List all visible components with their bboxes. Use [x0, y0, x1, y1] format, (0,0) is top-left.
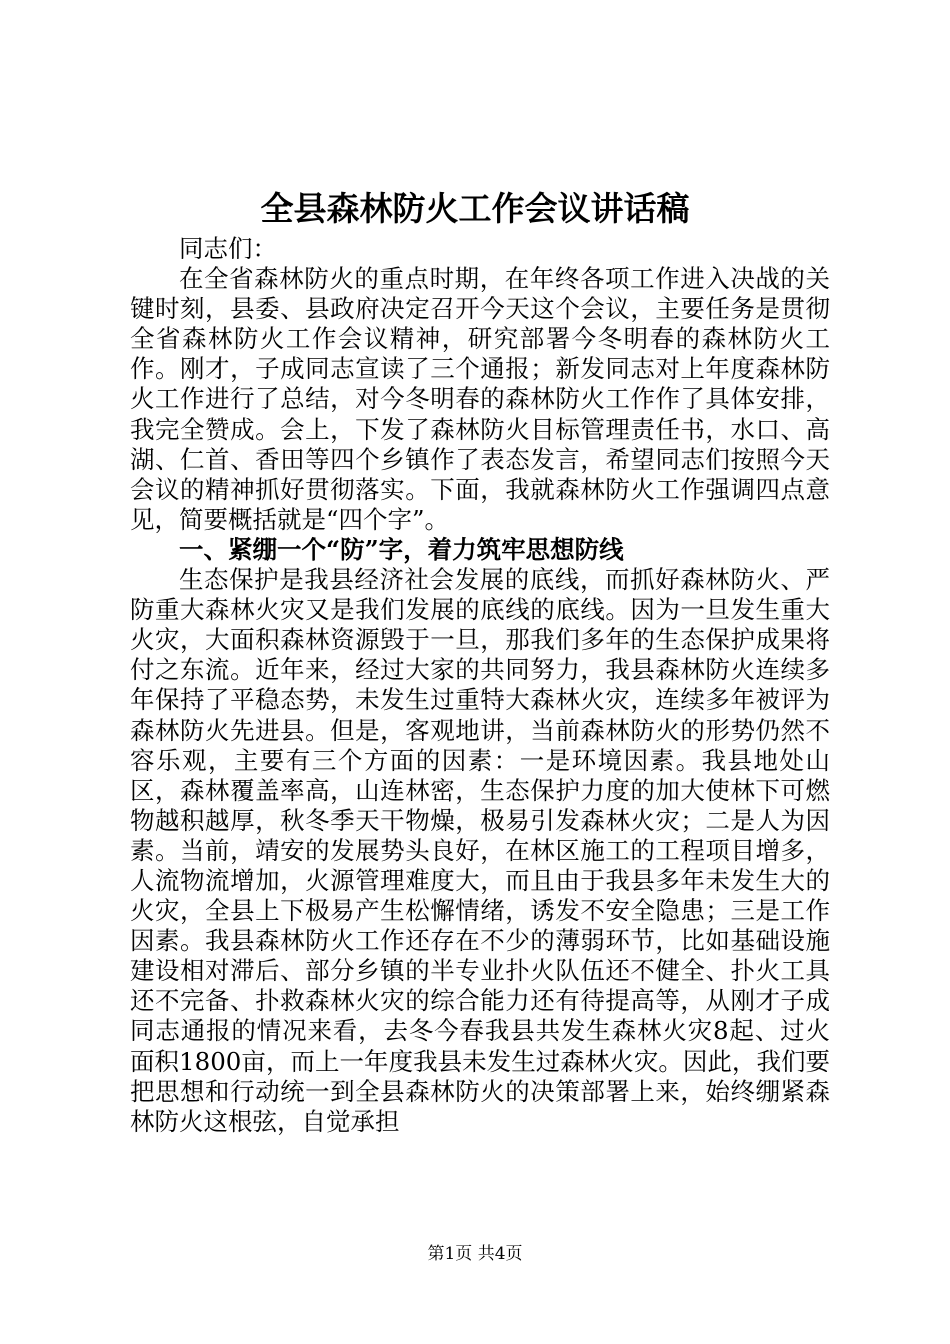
intro-paragraph: 在全省森林防火的重点时期，在年终各项工作进入决战的关键时刻，县委、县政府决定召开今天这个会议，主要任务是贯彻全省森林防火工作会议精神，研究部署今冬明春的森林防火工作。刚才，子成同志宣读了三个通报；新发同志对上年度森林防火工作进行了总结，对今冬明春的森林防火工作作了具体安排，我完全赞成。会上，下发了森林防火目标管理责任书，水口、高湖、仁首、香田等四个乡镇作了表态发言，希望同志们按照今天会议的精神抓好贯彻落实。下面，我就森林防火工作强调四点意见，简要概括就是“四个字”。: [130, 264, 830, 534]
document-title: 全县森林防火工作会议讲话稿: [260, 189, 690, 228]
greeting: 同志们：: [179, 234, 277, 263]
page-footer: 第1页 共4页: [427, 1244, 523, 1264]
section-1-paragraph: 生态保护是我县经济社会发展的底线，而抓好森林防火、严防重大森林火灾又是我们发展的底线的底线。因为一旦发生重大火灾，大面积森林资源毁于一旦，那我们多年的生态保护成果将付之东流。近年来，经过大家的共同努力，我县森林防火连续多年保持了平稳态势，未发生过重特大森林火灾，连续多年被评为森林防火先进县。但是，客观地讲，当前森林防火的形势仍然不容乐观，主要有三个方面的因素：一是环境因素。我县地处山区，森林覆盖率高，山连林密，生态保护力度的加大使林下可燃物越积越厚，秋冬季天干物燥，极易引发森林火灾；二是人为因素。当前，靖安的发展势头良好，在林区施工的工程项目增多，人流物流增加，火源管理难度大，而且由于我县多年未发生大的火灾，全县上下极易产生松懈情绪，诱发不安全隐患；三是工作因素。我县森林防火工作还存在不少的薄弱环节，比如基础设施建设相对滞后、部分乡镇的半专业扑火队伍还不健全、扑火工具还不完备、扑救森林火灾的综合能力还有待提高等，从刚才子成同志通报的情况来看，去冬今春我县共发生森林火灾8起、过火面积1800亩，而上一年度我县未发生过森林火灾。因此，我们要把思想和行动统一到全县森林防火的决策部署上来，始终绷紧森林防火这根弦，自觉承担: [130, 565, 830, 1136]
section-heading-1: 一、紧绷一个“防”字，着力筑牢思想防线: [179, 534, 624, 564]
document-body: [130, 234, 830, 1137]
